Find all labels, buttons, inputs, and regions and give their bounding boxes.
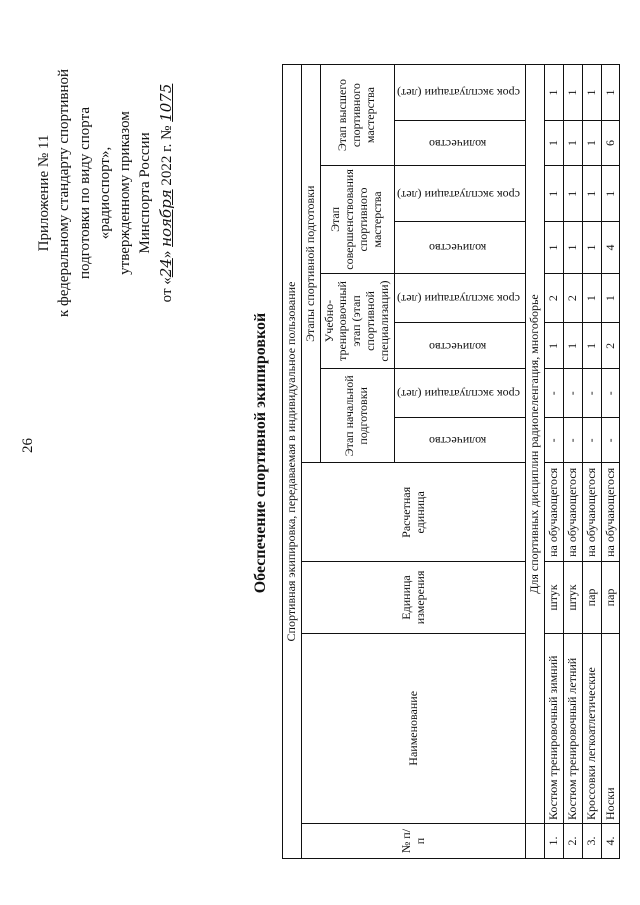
table-row [582, 64, 601, 858]
header-stage-3: Этап совершенствования спортивного мастерства [320, 165, 394, 273]
row-value: 2 [601, 322, 620, 368]
row-value: 1 [582, 221, 601, 273]
row-name: Костюм тренировочный летний [563, 633, 582, 823]
row-value: 1 [563, 120, 582, 165]
header-line-2: к федеральному стандарту спортивной [56, 68, 73, 317]
header-stage-4: Этап высшего спортивного мастерства [320, 64, 394, 165]
sub-term-3: срок эксплуатации (лет) [394, 165, 526, 221]
row-value: 1 [545, 221, 564, 273]
row-value: 1 [563, 322, 582, 368]
row-name: Кроссовки легкоатлетические [582, 633, 601, 823]
header-name: Наименование [301, 633, 526, 823]
header-calc: Расчетная единица [301, 462, 526, 561]
row-value: - [563, 368, 582, 417]
row-value: 1 [601, 273, 620, 323]
header-no: № п/п [301, 823, 526, 858]
row-no: 4. [601, 823, 620, 858]
row-value: 1 [601, 64, 620, 120]
appendix-header [34, 63, 177, 323]
row-value: 1 [563, 64, 582, 120]
section-spacer [526, 823, 545, 858]
row-value: 1 [545, 165, 564, 221]
row-value: 1 [582, 120, 601, 165]
row-value: 1 [563, 165, 582, 221]
row-value: 1 [545, 64, 564, 120]
header-line-3: подготовки по виду спорта «радиоспорт», [76, 106, 113, 279]
sub-term-1: срок эксплуатации (лет) [394, 368, 526, 417]
row-value: 1 [582, 165, 601, 221]
sub-qty-2: количество [394, 322, 526, 368]
order-year: 2022 г. № [158, 125, 175, 186]
order-number: 1075 [156, 83, 175, 122]
header-line-4: утвержденному приказом [117, 110, 133, 275]
row-value: 1 [563, 221, 582, 273]
row-value: - [545, 417, 564, 462]
document-title: Обеспечение спортивной экипировкой [252, 312, 269, 593]
row-unit: штук [563, 561, 582, 632]
row-unit: пар [601, 561, 620, 632]
section-title: Для спортивных дисциплин радиопеленгация, многоборье [526, 64, 545, 823]
row-value: - [582, 368, 601, 417]
table-row [563, 64, 582, 858]
page-number: 26 [20, 437, 36, 453]
row-value: - [545, 368, 564, 417]
row-value: 1 [582, 322, 601, 368]
row-calc: на обучающегося [563, 462, 582, 561]
row-calc: на обучающегося [601, 462, 620, 561]
row-value: 6 [601, 120, 620, 165]
row-value: 2 [563, 273, 582, 323]
sub-qty-1: количество [394, 417, 526, 462]
equipment-table [282, 64, 620, 859]
order-day: 24 [156, 257, 175, 277]
row-no: 2. [563, 823, 582, 858]
date-mid: » [158, 250, 175, 258]
row-value: 1 [582, 64, 601, 120]
row-calc: на обучающегося [582, 462, 601, 561]
sub-term-4: срок эксплуатации (лет) [394, 64, 526, 120]
header-unit: Единица измерения [301, 561, 526, 632]
row-value: 1 [545, 322, 564, 368]
row-value: - [601, 368, 620, 417]
row-unit: пар [582, 561, 601, 632]
row-value: 1 [582, 273, 601, 323]
row-name: Носки [601, 633, 620, 823]
table-row [545, 64, 564, 858]
row-value: 2 [545, 273, 564, 323]
sub-qty-4: количество [394, 120, 526, 165]
table-row [601, 64, 620, 858]
header-stage-2: Учебно-тренировочный этап (этап спортивной специализации) [320, 273, 394, 369]
date-prefix: от « [158, 276, 175, 302]
row-calc: на обучающегося [545, 462, 564, 561]
header-line-5: Минспорта России [137, 131, 154, 254]
table-caption: Спортивная экипировка, передаваемая в индивидуальное пользование [283, 64, 302, 858]
row-value: - [601, 417, 620, 462]
header-stage-1: Этап начальной подготовки [320, 368, 394, 462]
sub-qty-3: количество [394, 221, 526, 273]
header-stages: Этапы спортивной подготовки [301, 64, 320, 462]
row-value: 1 [601, 165, 620, 221]
order-month: ноября [156, 188, 175, 247]
sub-term-2: срок эксплуатации (лет) [394, 273, 526, 323]
row-no: 1. [545, 823, 564, 858]
header-line-1: Приложение № 11 [36, 134, 52, 251]
row-no: 3. [582, 823, 601, 858]
row-value: - [582, 417, 601, 462]
row-value: 4 [601, 221, 620, 273]
order-date-line [156, 63, 177, 323]
row-value: 1 [545, 120, 564, 165]
row-unit: штук [545, 561, 564, 632]
row-name: Костюм тренировочный зимний [545, 633, 564, 823]
row-value: - [563, 417, 582, 462]
rotated-page [20, 13, 620, 893]
